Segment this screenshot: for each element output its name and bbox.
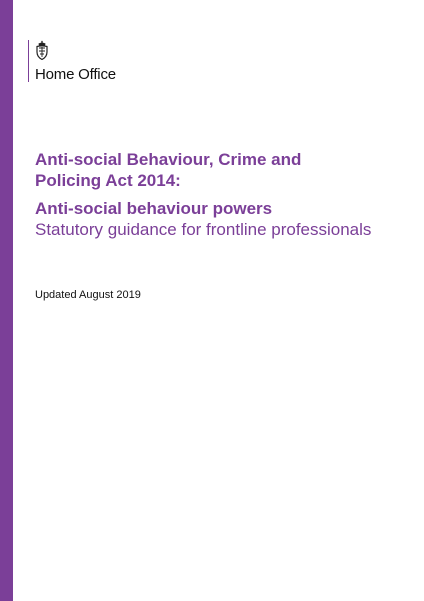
- title-line-1: Anti-social Behaviour, Crime and: [35, 150, 302, 169]
- document-title: [35, 149, 395, 191]
- document-guidance-line: Statutory guidance for frontline professionals: [35, 220, 372, 239]
- left-accent-bar: [0, 0, 13, 601]
- title-line-2: Policing Act 2014:: [35, 171, 181, 190]
- royal-crest-icon: [35, 40, 49, 60]
- organisation-name: Home Office: [35, 66, 116, 83]
- document-subtitle: Anti-social behaviour powers: [35, 199, 273, 218]
- logo-divider: [28, 40, 29, 82]
- updated-date: Updated August 2019: [35, 289, 141, 301]
